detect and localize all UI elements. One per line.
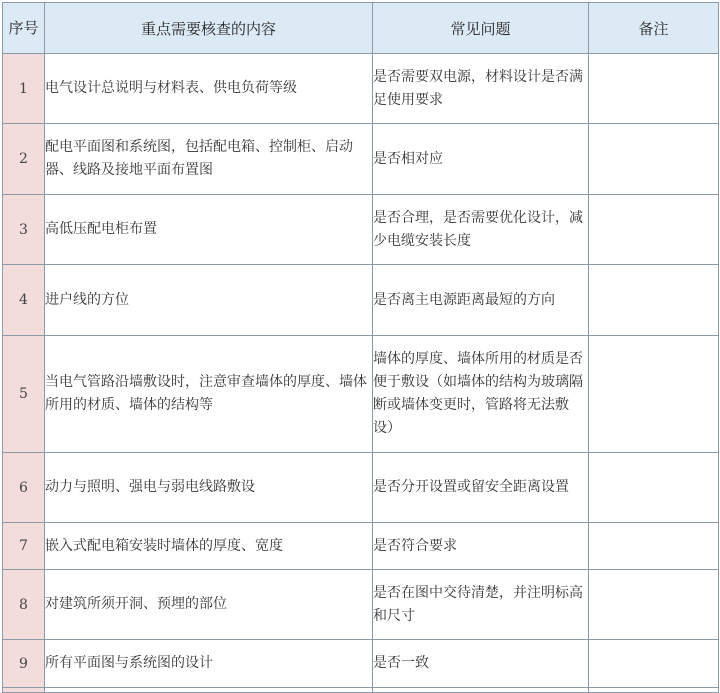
cut-off-cell bbox=[3, 688, 45, 693]
row-note bbox=[589, 265, 719, 336]
row-note bbox=[589, 453, 719, 523]
row-common-issue: 是否符合要求 bbox=[373, 523, 589, 570]
row-number: 3 bbox=[3, 195, 45, 265]
row-number: 9 bbox=[3, 640, 45, 688]
table-row bbox=[3, 523, 719, 570]
header-issue: 常见问题 bbox=[373, 3, 589, 54]
row-check-item: 嵌入式配电箱安装时墙体的厚度、宽度 bbox=[45, 523, 373, 570]
table-row bbox=[3, 54, 719, 124]
row-common-issue: 是否需要双电源，材料设计是否满足使用要求 bbox=[373, 54, 589, 124]
table-row bbox=[3, 453, 719, 523]
cut-off-cell bbox=[589, 688, 719, 693]
row-check-item: 对建筑所须开洞、预埋的部位 bbox=[45, 570, 373, 640]
row-check-item: 动力与照明、强电与弱电线路敷设 bbox=[45, 453, 373, 523]
table-row-cut-off bbox=[3, 688, 719, 693]
row-check-item: 配电平面图和系统图，包括配电箱、控制柜、启动器、线路及接地平面布置图 bbox=[45, 124, 373, 195]
row-common-issue: 是否在图中交待清楚，并注明标高和尺寸 bbox=[373, 570, 589, 640]
row-check-item: 所有平面图与系统图的设计 bbox=[45, 640, 373, 688]
row-check-item: 当电气管路沿墙敷设时，注意审查墙体的厚度、墙体所用的材质、墙体的结构等 bbox=[45, 336, 373, 453]
row-check-item: 进户线的方位 bbox=[45, 265, 373, 336]
cut-off-cell bbox=[373, 688, 589, 693]
table-row bbox=[3, 570, 719, 640]
row-note bbox=[589, 570, 719, 640]
row-note bbox=[589, 523, 719, 570]
table-row bbox=[3, 195, 719, 265]
row-common-issue: 是否合理，是否需要优化设计，减少电缆安装长度 bbox=[373, 195, 589, 265]
row-note bbox=[589, 54, 719, 124]
row-common-issue: 是否离主电源距离最短的方向 bbox=[373, 265, 589, 336]
header-note: 备注 bbox=[589, 3, 719, 54]
review-table bbox=[2, 2, 719, 693]
header-no: 序号 bbox=[3, 3, 45, 54]
table-row bbox=[3, 640, 719, 688]
row-note bbox=[589, 336, 719, 453]
row-check-item: 高低压配电柜布置 bbox=[45, 195, 373, 265]
row-check-item: 电气设计总说明与材料表、供电负荷等级 bbox=[45, 54, 373, 124]
row-common-issue: 是否分开设置或留安全距离设置 bbox=[373, 453, 589, 523]
row-note bbox=[589, 640, 719, 688]
header-item: 重点需要核查的内容 bbox=[45, 3, 373, 54]
table-row bbox=[3, 265, 719, 336]
row-note bbox=[589, 124, 719, 195]
row-number: 2 bbox=[3, 124, 45, 195]
row-number: 7 bbox=[3, 523, 45, 570]
row-note bbox=[589, 195, 719, 265]
row-common-issue: 是否相对应 bbox=[373, 124, 589, 195]
row-number: 1 bbox=[3, 54, 45, 124]
row-number: 5 bbox=[3, 336, 45, 453]
row-common-issue: 墙体的厚度、墙体所用的材质是否便于敷设（如墙体的结构为玻璃隔断或墙体变更时，管路将无法敷设） bbox=[373, 336, 589, 453]
row-number: 8 bbox=[3, 570, 45, 640]
row-number: 4 bbox=[3, 265, 45, 336]
row-common-issue: 是否一致 bbox=[373, 640, 589, 688]
cut-off-cell bbox=[45, 688, 373, 693]
table-header-row bbox=[3, 3, 719, 54]
row-number: 6 bbox=[3, 453, 45, 523]
table-row bbox=[3, 124, 719, 195]
table-row bbox=[3, 336, 719, 453]
